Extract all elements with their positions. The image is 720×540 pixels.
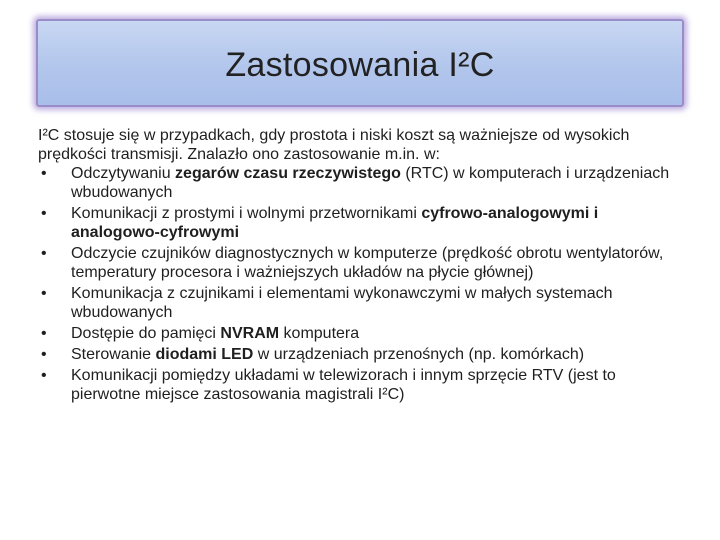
bullet-text: Odczycie czujników diagnostycznych w komputerze (prędkość obrotu wentylatorów, temperatury procesora i ważniejszych układów na płycie głównej)	[71, 245, 664, 281]
bullet-bold-text: NVRAM	[220, 325, 280, 342]
bullet-bold-text: diodami LED	[155, 346, 254, 363]
bullet-icon: •	[41, 367, 47, 384]
bullet-text: komputera	[279, 325, 360, 342]
bullet-text: Komunikacja z czujnikami i elementami wykonawczymi w małych systemach wbudowanych	[71, 285, 613, 321]
bullet-icon: •	[41, 285, 47, 302]
intro-paragraph: I²C stosuje się w przypadkach, gdy prostota i niski koszt są ważniejsze od wysokich prędkości transmisji. Znalazło ono zastosowanie m.in. w:	[38, 127, 630, 163]
bullet-icon: •	[41, 205, 47, 222]
bullet-text: Sterowanie	[71, 346, 156, 363]
bullet-item-converters	[38, 204, 686, 242]
bullet-item-embedded	[38, 284, 686, 322]
bullet-item-sensors	[38, 244, 686, 282]
bullet-list	[38, 164, 686, 404]
bullet-text: (RTC) w komputerach i urządzeniach wbudowanych	[71, 165, 670, 201]
bullet-bold-text: zegarów czasu rzeczywistego	[175, 165, 401, 182]
bullet-text: w urządzeniach przenośnych (np. komórkach)	[253, 346, 585, 363]
slide-title: Zastosowania I²C	[225, 45, 495, 84]
bullet-item-led	[38, 345, 686, 364]
bullet-icon: •	[41, 346, 47, 363]
bullet-bold-text: cyfrowo-analogowymi i analogowo-cyfrowymi	[71, 205, 599, 241]
bullet-icon: •	[41, 325, 47, 342]
bullet-text: Komunikacji pomiędzy układami w telewizorach i innym sprzęcie RTV (jest to pierwotne miejsce zastosowania magistrali I²C)	[71, 367, 616, 403]
bullet-icon: •	[41, 245, 47, 262]
bullet-icon: •	[41, 165, 47, 182]
bullet-item-nvram	[38, 324, 686, 343]
bullet-item-rtv	[38, 366, 686, 404]
slide-body	[38, 126, 686, 406]
title-banner	[36, 19, 684, 107]
bullet-text: Odczytywaniu	[71, 165, 176, 182]
bullet-text: Dostępie do pamięci	[71, 325, 221, 342]
bullet-item-rtc	[38, 164, 686, 202]
bullet-text: Komunikacji z prostymi i wolnymi przetwornikami	[71, 205, 422, 222]
